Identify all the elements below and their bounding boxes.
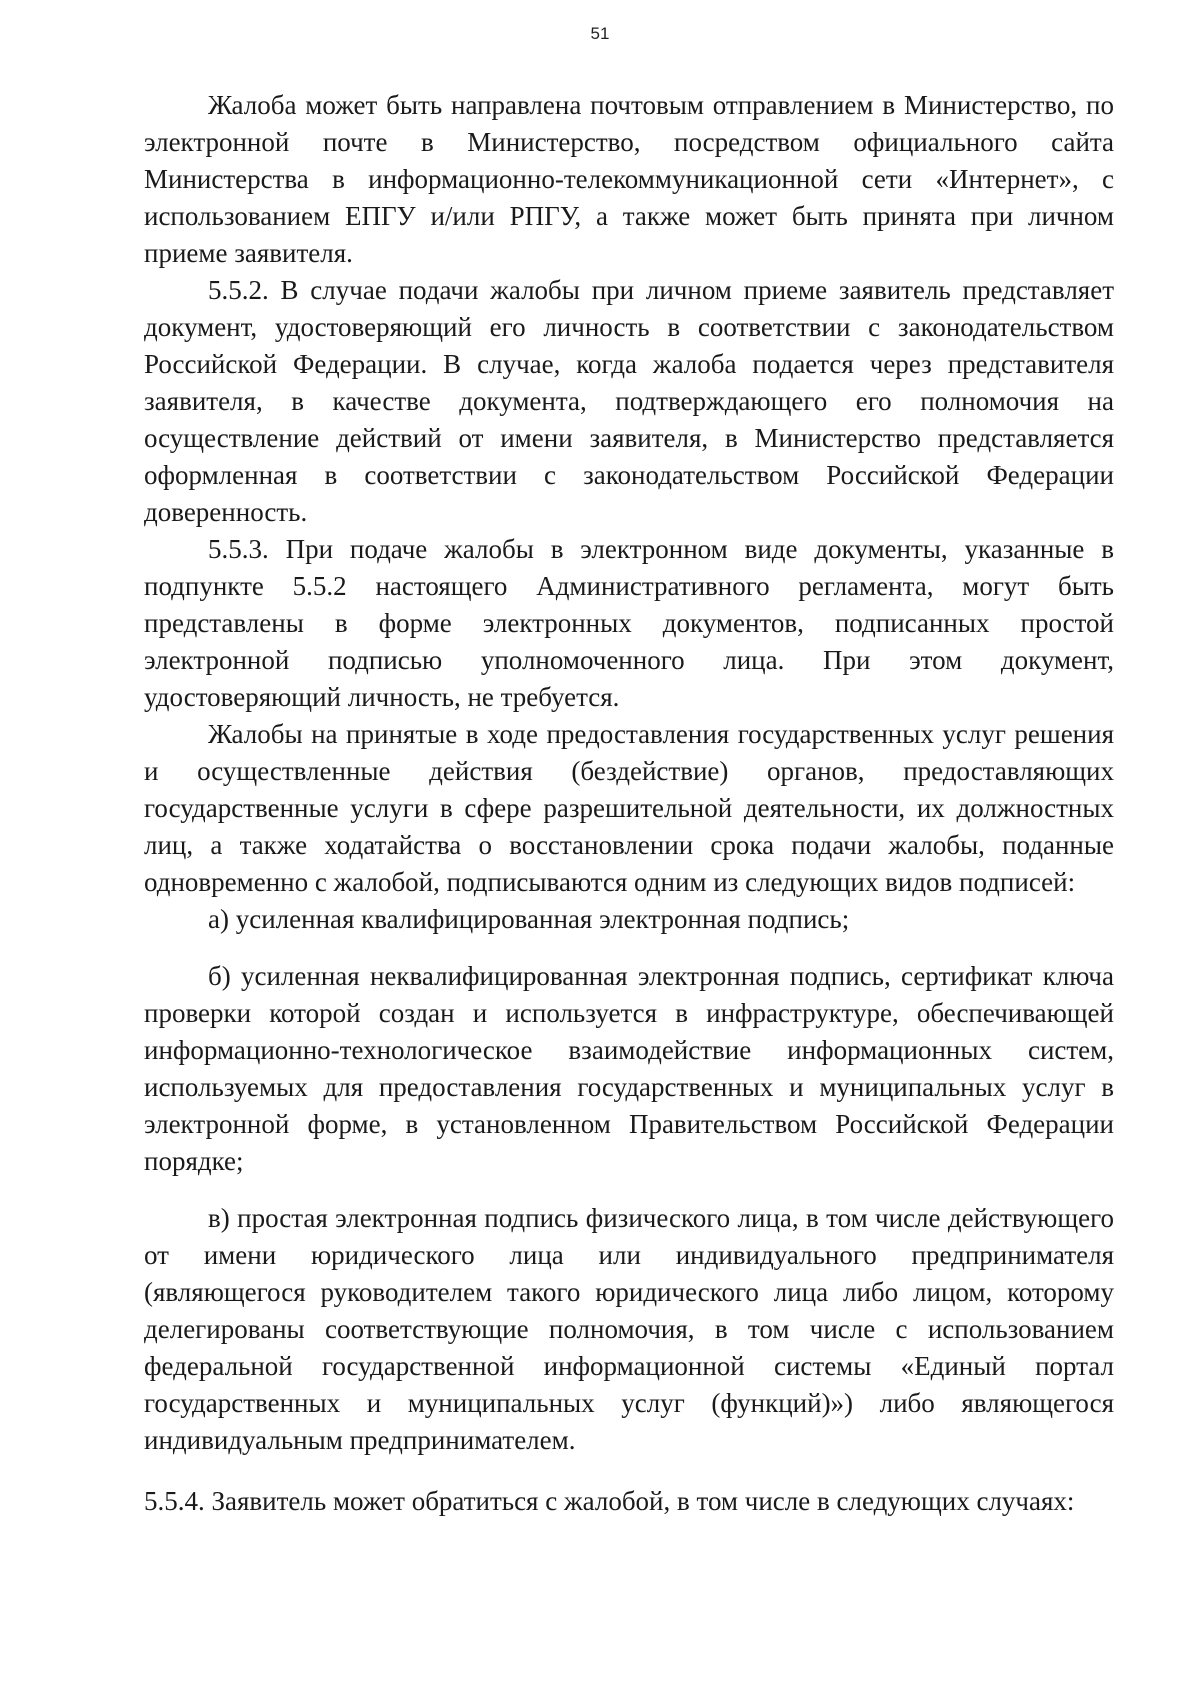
paragraph-signature-types: Жалобы на принятые в ходе предоставления государственных услуг решения и осуществленные действия (бездействие) органов, предоставляющих государственные услуги в сфере разрешительной деятельности, их должностных лиц, а также ходатайства о восстановлении срока подачи жалобы, поданные одновременно с жалобой, подписываются одним из следующих видов подписей: <box>144 719 1114 897</box>
list-item-c: в) простая электронная подпись физического лица, в том числе действующего от имени юридического лица или индивидуального предпринимателя (являющегося руководителем такого юридического лица либо лицом, которому делегированы соответствующие полномочия, в том числе с использованием федеральной государственной информационной системы «Единый портал государственных и муниципальных услуг (функций)») либо являющегося индивидуальным предпринимателем. <box>144 1203 1114 1455</box>
list-item-a: а) усиленная квалифицированная электронная подпись; <box>208 904 850 934</box>
paragraph-5-5-4: 5.5.4. Заявитель может обратиться с жалобой, в том числе в следующих случаях: <box>144 1486 1075 1516</box>
paragraph-complaint-channels: Жалоба может быть направлена почтовым отправлением в Министерство, по электронной почте в Министерство, посредством официального сайта Министерства в информационно-телекоммуникационной сети «Интернет», с использованием ЕПГУ и/или РПГУ, а также может быть принята при личном приеме заявителя. <box>144 90 1114 268</box>
list-item-b: б) усиленная неквалифицированная электронная подпись, сертификат ключа проверки которой создан и используется в инфраструктуре, обеспечивающей информационно-технологическое взаимодействие информационных систем, используемых для предоставления государственных и муниципальных услуг в электронной форме, в установленном Правительством Российской Федерации порядке; <box>144 961 1114 1176</box>
page-number: 51 <box>590 24 610 43</box>
paragraph-5-5-3: 5.5.3. При подаче жалобы в электронном виде документы, указанные в подпункте 5.5.2 настоящего Административного регламента, могут быть представлены в форме электронных документов, подписанных простой электронной подписью уполномоченного лица. При этом документ, удостоверяющий личность, не требуется. <box>144 534 1114 712</box>
paragraph-5-5-2: 5.5.2. В случае подачи жалобы при личном приеме заявитель представляет документ, удостоверяющий его личность в соответствии с законодательством Российской Федерации. В случае, когда жалоба подается через представителя заявителя, в качестве документа, подтверждающего его полномочия на осуществление действий от имени заявителя, в Министерство представляется оформленная в соответствии с законодательством Российской Федерации доверенность. <box>144 275 1114 527</box>
document-body <box>144 87 1114 1520</box>
